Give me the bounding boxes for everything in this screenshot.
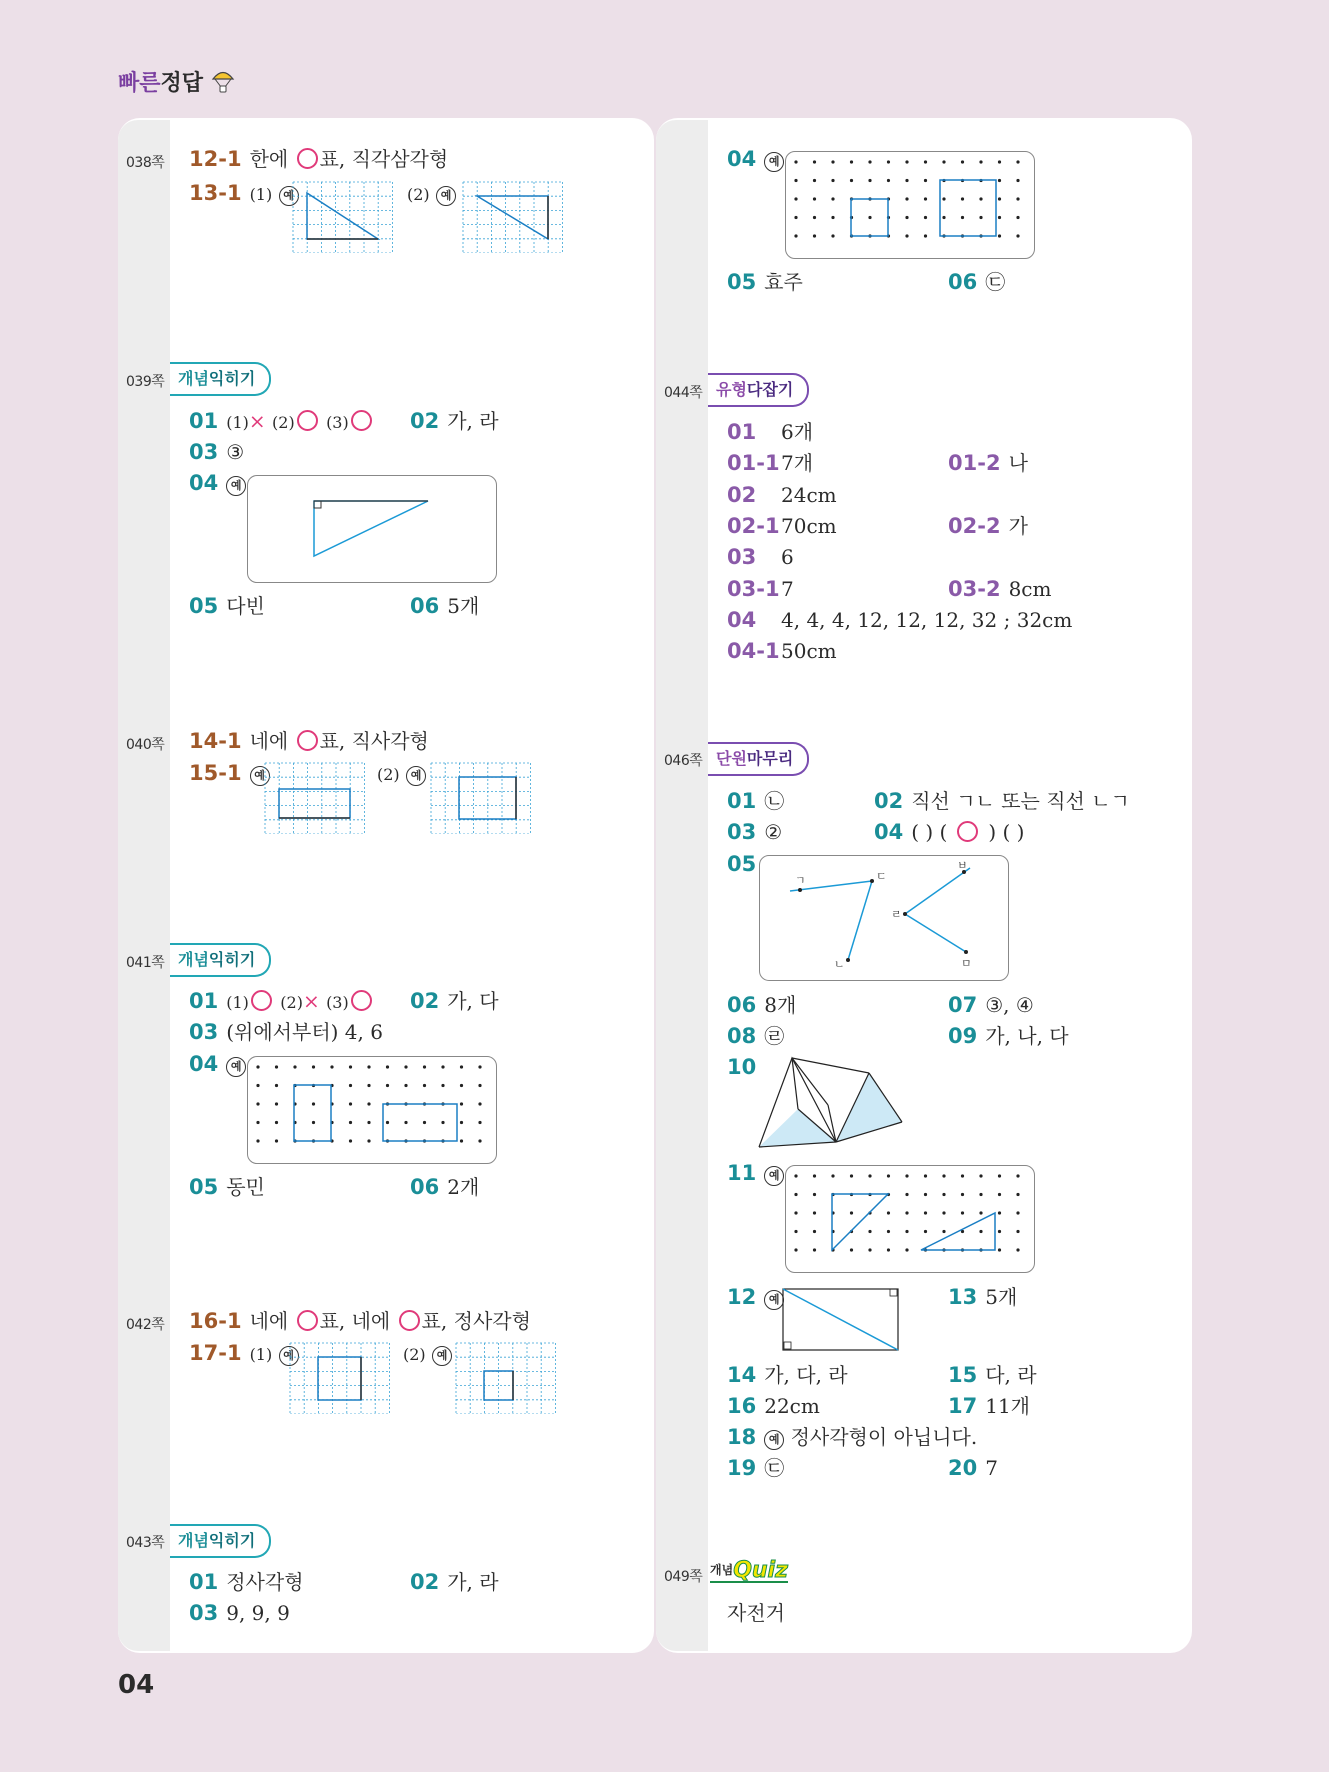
- answer-number: 04-1: [727, 639, 780, 664]
- quiz-tag-prefix: 개념: [710, 1563, 734, 1577]
- answer-row: [727, 544, 794, 570]
- answer-number: 01: [189, 989, 219, 1013]
- answer-number: 03: [727, 545, 757, 570]
- answer-text: 4, 4, 4, 12, 12, 12, 32 ; 32cm: [781, 607, 1073, 632]
- answer-12-1: [189, 146, 448, 172]
- page-ref-049: 049쪽: [664, 1569, 703, 1585]
- answer-number: 03: [189, 440, 219, 464]
- dot-grid-box-1: [247, 1056, 497, 1164]
- x-mark: ×: [248, 409, 266, 433]
- answer-number: 15-1: [189, 761, 242, 785]
- sub-label: (1): [226, 993, 249, 1012]
- answer-03: [189, 1600, 290, 1626]
- figure-box-angles: [759, 855, 1009, 981]
- answer-text: ( ) (: [911, 820, 948, 844]
- answer-text: ㉢: [764, 1456, 785, 1480]
- answer-text: 7: [781, 576, 794, 601]
- answer-07: [948, 992, 1034, 1018]
- answer-09: [948, 1023, 1069, 1049]
- answer-12: [727, 1284, 784, 1310]
- quiz-tag-title: Quiz: [733, 1558, 788, 1583]
- answer-text: 2개: [447, 1175, 480, 1199]
- circle-mark-icon: [399, 1310, 420, 1331]
- answer-08: [727, 1023, 784, 1049]
- answer-text: 50cm: [781, 639, 837, 664]
- section-tag-concept: [170, 943, 271, 977]
- answer-16: [727, 1393, 820, 1419]
- answer-02: [410, 1569, 499, 1595]
- answer-row: [727, 638, 837, 664]
- dot-grid-box-2: [785, 151, 1035, 259]
- circle-mark-icon: [351, 410, 372, 431]
- dot-grid-squares: [786, 152, 1034, 258]
- answer-text: 동민: [226, 1175, 265, 1199]
- answer-text: 6개: [781, 420, 814, 444]
- quiz-tag: [710, 1558, 788, 1583]
- answer-text: 가, 라: [447, 409, 499, 433]
- answer-06: [410, 1174, 479, 1200]
- answer-text: 7개: [781, 451, 814, 476]
- answer-text: 다, 라: [985, 1363, 1037, 1387]
- answer-number: 13: [948, 1285, 978, 1309]
- answer-text: 효주: [764, 270, 803, 294]
- dot-grid-triangles: [786, 1166, 1034, 1272]
- answer-row: [727, 450, 813, 476]
- answer-number: 06: [410, 1175, 440, 1199]
- right-triangle-figure: [248, 476, 496, 582]
- answer-text: 70cm: [781, 513, 837, 538]
- section-tag-type: [708, 373, 809, 407]
- example-badge: 예: [764, 152, 784, 172]
- answer-number: 06: [410, 594, 440, 618]
- answer-number: 16-1: [189, 1309, 242, 1333]
- example-badge: 예: [279, 186, 299, 206]
- circle-mark-icon: [251, 990, 272, 1011]
- answer-text: 11개: [985, 1394, 1031, 1418]
- answer-text: 8cm: [1008, 576, 1052, 601]
- answer-number: 09: [948, 1024, 978, 1048]
- answer-17-1: [189, 1340, 299, 1368]
- example-badge: 예: [226, 1057, 246, 1077]
- grid-rectangle-2: [430, 762, 532, 834]
- answer-number: 04: [874, 820, 904, 844]
- answer-text: 표, 네에: [319, 1309, 397, 1333]
- answer-text: 가, 나, 다: [985, 1024, 1069, 1048]
- answer-number: 01: [189, 1570, 219, 1594]
- answer-13-1-part2: [407, 180, 456, 208]
- answer-number: 02: [727, 482, 757, 507]
- answer-text: ㉣: [764, 1024, 785, 1048]
- answer-02: [874, 788, 1130, 814]
- point-label: ㄴ: [834, 958, 845, 971]
- answer-number: 14: [727, 1363, 757, 1387]
- grid-rectangle-1: [264, 762, 366, 834]
- answer-number: 13-1: [189, 181, 242, 205]
- answer-20: [948, 1455, 998, 1481]
- answer-row: [727, 419, 813, 445]
- answer-19: [727, 1455, 784, 1481]
- answer-17-1-part2: [403, 1340, 452, 1368]
- answer-number: 05: [189, 594, 219, 618]
- page-number: 04: [118, 1670, 155, 1700]
- tag-text: 유형: [716, 380, 747, 399]
- grid-right-triangle-2: [462, 181, 564, 253]
- tag-text: 개념: [178, 369, 209, 388]
- answer-14: [727, 1362, 848, 1388]
- answer-01: [189, 408, 374, 436]
- example-badge: 예: [226, 476, 246, 496]
- answer-number: 03-2: [948, 576, 1001, 601]
- tag-text: 단원: [716, 749, 747, 768]
- answer-number: 04: [727, 607, 757, 632]
- example-badge: 예: [406, 766, 426, 786]
- answer-number: 07: [948, 993, 978, 1017]
- sub-label: (1): [249, 1345, 273, 1364]
- answer-06: [727, 992, 796, 1018]
- grid-square-1: [289, 1342, 391, 1414]
- answer-number: 05: [727, 852, 757, 876]
- answer-number: 03-1: [727, 576, 780, 601]
- answer-05: [189, 1174, 265, 1200]
- answer-01: [727, 788, 784, 814]
- sub-label: (3): [326, 993, 349, 1012]
- header-title-a: 빠른: [118, 71, 161, 96]
- rectangle-diagonal-figure: [782, 1288, 900, 1352]
- answer-number: 04: [727, 147, 757, 171]
- answer-number: 02: [874, 789, 904, 813]
- answer-text: 22cm: [764, 1394, 820, 1418]
- page-ref-042: 042쪽: [126, 1317, 165, 1333]
- answer-number: 11: [727, 1161, 757, 1185]
- answer-15-1: [189, 760, 270, 786]
- answer-11: [727, 1160, 784, 1186]
- point-label: ㄷ: [876, 870, 887, 883]
- figure-box-triangle: [247, 475, 497, 583]
- tag-text: 익히기: [208, 369, 256, 388]
- angle-figure: [760, 856, 1008, 980]
- answer-row-right: [948, 450, 1028, 476]
- answer-number: 08: [727, 1024, 757, 1048]
- point-label: ㄱ: [795, 874, 806, 887]
- left-gutter: [118, 120, 170, 1651]
- answer-text: ㉡: [764, 789, 785, 813]
- answer-text: ③, ④: [985, 993, 1034, 1017]
- page-header: [118, 66, 235, 97]
- answer-text: 7: [985, 1456, 998, 1480]
- example-badge: 예: [764, 1290, 784, 1310]
- answer-06: [948, 269, 1005, 295]
- page-ref-038: 038쪽: [126, 155, 165, 171]
- answer-text: 8개: [764, 993, 797, 1017]
- page-ref-041: 041쪽: [126, 955, 165, 971]
- answer-text: 9, 9, 9: [226, 1601, 290, 1625]
- answer-number: 04: [189, 1052, 219, 1076]
- answer-number: 02: [410, 1570, 440, 1594]
- answer-text: 가, 다, 라: [764, 1363, 848, 1387]
- answer-15: [948, 1362, 1037, 1388]
- answer-text: 다빈: [226, 594, 265, 618]
- answer-13: [948, 1284, 1017, 1310]
- answer-13-1: [189, 180, 299, 208]
- tag-text: 다잡기: [746, 380, 794, 399]
- tag-text: 개념: [178, 950, 209, 969]
- answer-number: 12: [727, 1285, 757, 1309]
- answer-01: [189, 988, 374, 1016]
- answer-text: ②: [764, 820, 783, 844]
- answer-number: 01-1: [727, 451, 780, 476]
- answer-text: 6: [781, 545, 794, 570]
- answer-text: 표, 직각삼각형: [319, 147, 449, 171]
- answer-text: ㉢: [985, 270, 1006, 294]
- page-ref-043: 043쪽: [126, 1535, 165, 1551]
- answer-number: 02: [410, 409, 440, 433]
- answer-text: 5개: [985, 1285, 1018, 1309]
- answer-number: 05: [189, 1175, 219, 1199]
- answer-text: 5개: [447, 594, 480, 618]
- sub-label: (2): [280, 993, 303, 1012]
- answer-14-1: [189, 728, 429, 754]
- answer-03: [727, 819, 782, 845]
- circle-mark-icon: [351, 990, 372, 1011]
- triangles-figure: [756, 1055, 906, 1151]
- answer-row: [727, 576, 794, 602]
- answer-text: 가, 다: [447, 989, 499, 1013]
- answer-text: 한에: [249, 147, 295, 171]
- answer-text: ) ( ): [988, 820, 1025, 844]
- point-label: ㄹ: [891, 908, 902, 921]
- answer-number: 02-1: [727, 513, 780, 538]
- tag-text: 익히기: [208, 1531, 256, 1550]
- page-ref-039: 039쪽: [126, 374, 165, 390]
- answer-16-1: [189, 1308, 531, 1334]
- point-label: ㅁ: [961, 957, 972, 970]
- tag-text: 개념: [178, 1531, 209, 1550]
- answer-number: 03: [189, 1601, 219, 1625]
- example-badge: 예: [279, 1346, 299, 1366]
- sub-label: (3): [326, 413, 349, 432]
- circle-mark-icon: [297, 730, 318, 751]
- tag-text: 마무리: [746, 749, 794, 768]
- example-badge: 예: [250, 766, 270, 786]
- answer-15-1-part2: [377, 760, 426, 788]
- example-badge: 예: [436, 186, 456, 206]
- answer-04: [189, 1051, 246, 1077]
- circle-mark-icon: [297, 1310, 318, 1331]
- answer-18: [727, 1424, 977, 1450]
- sub-label: (2): [377, 765, 400, 784]
- answer-number: 03: [727, 820, 757, 844]
- answer-02: [410, 988, 499, 1014]
- answer-number: 01: [727, 789, 757, 813]
- answer-number: 05: [727, 270, 757, 294]
- answer-number: 20: [948, 1456, 978, 1480]
- page-ref-040: 040쪽: [126, 737, 165, 753]
- circle-mark-icon: [957, 821, 978, 842]
- quiz-answer: 자전거: [727, 1601, 785, 1625]
- answer-text: 가, 라: [447, 1570, 499, 1594]
- answer-number: 17: [948, 1394, 978, 1418]
- grid-square-2: [455, 1342, 557, 1414]
- answer-number: 02-2: [948, 513, 1001, 538]
- answer-05: [189, 593, 265, 619]
- right-gutter: [656, 120, 708, 1651]
- header-title-b: 정답: [160, 71, 204, 96]
- answer-text: 네에: [249, 1309, 295, 1333]
- answer-number: 18: [727, 1425, 757, 1449]
- answer-text: 정사각형이 아닙니다.: [790, 1425, 978, 1449]
- answer-03: [189, 1019, 383, 1045]
- tag-text: 익히기: [208, 950, 256, 969]
- answer-03: [189, 439, 244, 465]
- answer-number: 01-2: [948, 451, 1001, 476]
- x-mark: ×: [302, 989, 320, 1013]
- point-label: ㅂ: [957, 859, 968, 872]
- answer-06: [410, 593, 479, 619]
- answer-number: 06: [727, 993, 757, 1017]
- answer-number: 17-1: [189, 1341, 242, 1365]
- answer-number: 03: [189, 1020, 219, 1044]
- answer-number: 10: [727, 1055, 757, 1079]
- answer-number: 16: [727, 1394, 757, 1418]
- answer-text: 나: [1008, 451, 1028, 476]
- answer-04: [874, 819, 1024, 845]
- circle-mark-icon: [297, 410, 318, 431]
- answer-02: [410, 408, 499, 434]
- answer-row: [727, 482, 837, 508]
- answer-number: 15: [948, 1363, 978, 1387]
- answer-text: 가: [1008, 513, 1028, 538]
- answer-number: 14-1: [189, 729, 242, 753]
- dot-grid-box-3: [785, 1165, 1035, 1273]
- left-panel: [118, 118, 654, 1653]
- answer-text: (위에서부터) 4, 6: [226, 1020, 383, 1044]
- page-ref-044: 044쪽: [664, 385, 703, 401]
- section-tag-concept: [170, 362, 271, 396]
- page-ref-046: 046쪽: [664, 753, 703, 769]
- example-badge: 예: [764, 1430, 784, 1450]
- answer-text: 네에: [249, 729, 295, 753]
- answer-text: 24cm: [781, 482, 837, 507]
- example-badge: 예: [432, 1346, 452, 1366]
- answer-text: ③: [226, 440, 245, 464]
- sub-label: (2): [403, 1345, 426, 1364]
- parachute-icon: [211, 68, 235, 94]
- answer-number: 01: [189, 409, 219, 433]
- section-tag-unit: [708, 742, 809, 776]
- answer-row-right: [948, 576, 1051, 602]
- answer-number: 04: [189, 471, 219, 495]
- sub-label: (2): [272, 413, 295, 432]
- answer-05: [727, 269, 803, 295]
- answer-number: 02: [410, 989, 440, 1013]
- answer-text: 정사각형: [226, 1570, 304, 1594]
- grid-right-triangle-1: [292, 181, 394, 253]
- answer-text: 표, 정사각형: [421, 1309, 531, 1333]
- answer-number: 12-1: [189, 147, 242, 171]
- section-tag-concept: [170, 1524, 271, 1558]
- sub-label: (2): [407, 185, 430, 204]
- answer-04: [727, 146, 784, 172]
- answer-04: [189, 470, 246, 496]
- answer-17: [948, 1393, 1030, 1419]
- answer-number: 01: [727, 420, 757, 444]
- answer-01: [189, 1569, 304, 1595]
- answer-number: 19: [727, 1456, 757, 1480]
- circle-mark-icon: [297, 148, 318, 169]
- sub-label: (1): [249, 185, 273, 204]
- sub-label: (1): [226, 413, 249, 432]
- dot-grid-rectangles: [248, 1057, 496, 1163]
- answer-number: 06: [948, 270, 978, 294]
- answer-row: [727, 607, 1072, 633]
- answer-row-right: [948, 513, 1028, 539]
- answer-text: 표, 직사각형: [319, 729, 429, 753]
- answer-text: 직선 ㄱㄴ 또는 직선 ㄴㄱ: [911, 789, 1130, 813]
- answer-row: [727, 513, 837, 539]
- example-badge: 예: [764, 1166, 784, 1186]
